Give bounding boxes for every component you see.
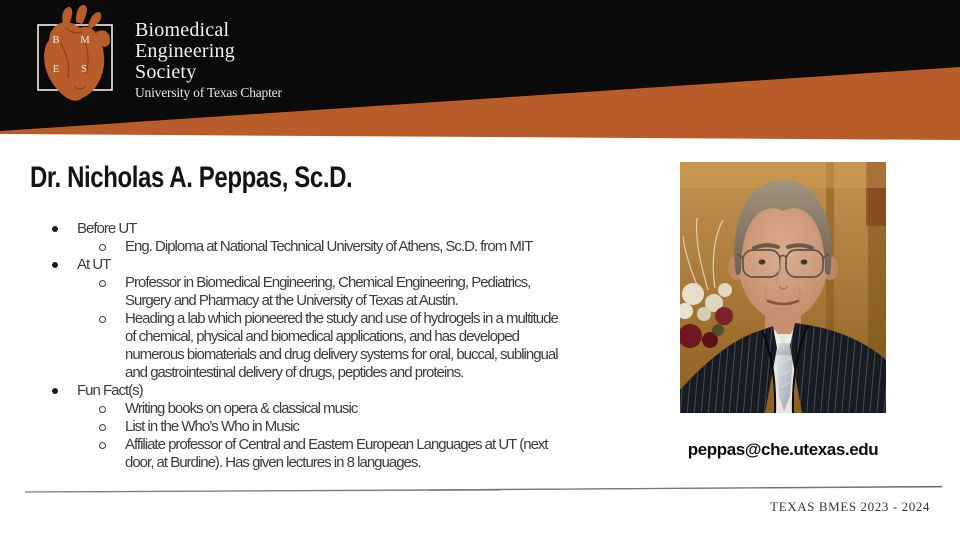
bullet-text: and gastrointestinal delivery of drugs, peptides and proteins.: [125, 364, 464, 381]
bullet-circle-icon: [99, 244, 106, 251]
bullet-dot-icon: [52, 226, 58, 232]
bullet-dot-icon: [52, 262, 58, 268]
bullet-text: Writing books on opera & classical music: [125, 400, 358, 417]
bullet-circle-icon: [99, 280, 106, 287]
footer-label: TEXAS BMES 2023 - 2024: [770, 499, 930, 514]
bullet-text: At UT: [77, 256, 111, 273]
bullet-text: Eng. Diploma at National Technical University of Athens, Sc.D. from MIT: [125, 238, 533, 255]
heart-illustration-icon: [44, 5, 110, 101]
bullet-text: numerous biomaterials and drug delivery systems for oral, buccal, sublingual: [125, 346, 558, 363]
org-name: [135, 20, 235, 83]
bullet-text: of chemical, physical and biomedical applications, and has developed: [125, 328, 519, 345]
bullet-text: Before UT: [77, 220, 137, 237]
logo-letter-b: B: [52, 35, 60, 46]
bullet-item: [50, 256, 610, 274]
page-title: Dr. Nicholas A. Peppas, Sc.D.: [30, 161, 353, 194]
bullet-text: Professor in Biomedical Engineering, Chemical Engineering, Pediatrics,: [125, 274, 531, 291]
bullet-circle-icon: [99, 406, 106, 413]
org-name-line-1: Biomedical: [135, 19, 230, 41]
bullet-item: [50, 238, 610, 256]
bullet-text: List in the Who’s Who in Music: [125, 418, 299, 435]
bullet-circle-icon: [99, 424, 106, 431]
logo-letter-m: M: [80, 35, 90, 46]
profile-photo: [680, 162, 886, 413]
bullet-circle-icon: [99, 442, 106, 449]
logo-letter-e: E: [52, 64, 60, 75]
bullet-item: [50, 310, 610, 382]
bullet-item: [50, 382, 610, 400]
bullet-circle-icon: [99, 316, 106, 323]
logo-letter-s: S: [81, 64, 87, 75]
bullet-item: [50, 220, 610, 238]
org-name-line-3: Society: [135, 61, 197, 83]
bullet-text: Affiliate professor of Central and Eastern European Languages at UT (next: [125, 436, 548, 453]
bullet-text: Heading a lab which pioneered the study and use of hydrogels in a multitude: [125, 310, 558, 327]
bmes-heart-logo: [30, 2, 130, 110]
bullet-item: [50, 274, 610, 310]
bullet-text: Surgery and Pharmacy at the University of Texas at Austin.: [125, 292, 458, 309]
bullet-dot-icon: [52, 388, 58, 394]
email-text: peppas@che.utexas.edu: [687, 440, 879, 459]
bullet-text: Fun Fact(s): [77, 382, 143, 399]
bullet-item: [50, 418, 610, 436]
bullet-item: [50, 436, 610, 472]
org-name-line-2: Engineering: [135, 40, 235, 62]
bullet-text: door, at Burdine). Has given lectures in 8 languages.: [125, 454, 421, 471]
bullet-item: [50, 400, 610, 418]
chapter-subtitle: University of Texas Chapter: [135, 85, 282, 100]
bullet-list: [50, 220, 610, 472]
